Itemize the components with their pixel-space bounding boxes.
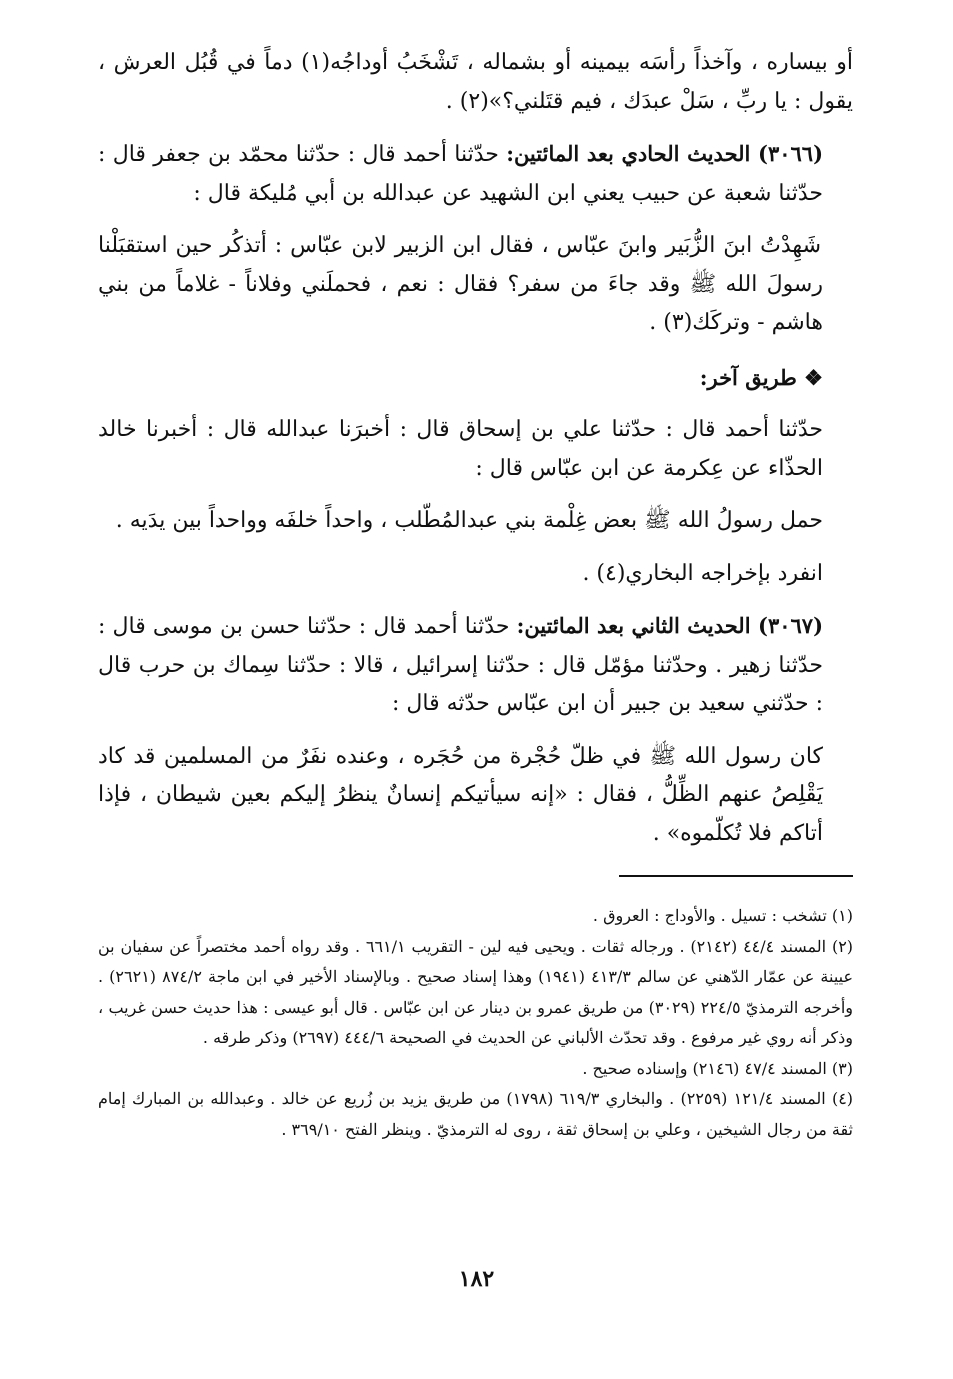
hadith-3066 <box>98 135 853 213</box>
footnote-1: (١) تشخب : تسيل . والأوداج : العروق . <box>592 906 853 925</box>
paragraph-continuation: أو بيساره ، وآخذاً رأسَه بيمينه أو بشماله ، تَشْخَبُ أوداجُه(١) دماً في قُبُل العرش ، يقول : يا ربِّ ، سَلْ عبدَك ، فيم قتَلني؟»(٢) . <box>98 50 853 114</box>
hadith-heading: (٣٠٦٦) الحديث الحادي بعد المائتين: <box>506 141 823 166</box>
footnote-2: (٢) المسند ٤٤/٤ (٢١٤٢) . ورجاله ثقات . ويحيى فيه لين - التقريب ٦٦١/١ . وقد رواه أحمد مختصراً عن سفيان بن عيينة عن عمّار الدّهني عن سالم ٤١٣/٣ (١٩٤١) وهذا إسناد صحيح . وبالإسناد الأخير في ابن ماجة ٨٧٤/٢ (٢٦٢١) . وأخرجه الترمذيّ ٢٢٤/٥ (٣٠٢٩) من طريق عمرو بن دينار عن ابن عبّاس . قال أبو عيسى : هذا حديث حسن غريب ، وذكر أنه روي غير مرفوع . وقد تحدّث الألباني عن الحديث في الصحيحة ٤٤٤/٦ (٢٦٩٧) وذكر طرقه . <box>98 936 854 1047</box>
footnote-separator <box>619 875 853 877</box>
section-heading: ❖ طريق آخر: <box>699 364 823 390</box>
footnote-4: (٤) المسند ١٢١/٤ (٢٢٥٩) . والبخاري ٦١٩/٣ (١٧٩٨) من طريق يزيد بن زُريع عن خالد . وعبدالله بن المبارك إمام ثقة من رجال الشيخين ، وعلي بن إسحاق ثقة ، روى له الترمذيّ . وينظر الفتح ٣٦٩/١٠ . <box>98 1089 854 1139</box>
hadith-matn-3: كان رسول الله ﷺ في ظلّ حُجْرة من حُجَره ، وعنده نفَرٌ من المسلمين قد كاد يَقْلِصُ عنهم الظِّلُّ ، فقال : «إنه سيأتيكم إنسانٌ ينظرُ إليكم بعين شيطان ، فإذا أتاكم فلا تُكلّموه» . <box>98 743 823 846</box>
hadith-note: انفرد بإخراجه البخاري(٤) . <box>582 560 823 586</box>
main-text <box>98 44 853 853</box>
hadith-matn-2: حمل رسولُ الله ﷺ بعض غِلْمة بني عبدالمُطّلب ، واحداً خلفَه وواحداً بين يدَيه . <box>115 508 823 533</box>
page-number: ١٨٢ <box>458 1266 495 1292</box>
hadith-matn: شَهِدْتُ ابنَ الزُّبَير وابنَ عبّاس ، فقال ابن الزبير لابن عبّاس : أتذكُر حين استقبَلْنا رسولَ الله ﷺ وقد جاءَ من سفر؟ فقال : نعم ، فحملَني وفلاناً - غلاماً من بني هاشم - وتركَك(٣) . <box>98 233 823 335</box>
footnotes <box>98 901 853 1145</box>
hadith-isnad-3: حدّثنا أحمد قال : حدّثنا حسن بن موسى قال : حدّثنا زهير . وحدّثنا مؤمّل قال : حدّثنا إسرائيل ، قالا : حدّثنا سِماك بن حرب قال : حدّثني سعيد بن جبير أن ابن عبّاس حدّثه قال : <box>98 614 823 716</box>
hadith-3067 <box>98 607 853 724</box>
hadith-heading-2: (٣٠٦٧) الحديث الثاني بعد المائتين: <box>516 613 823 638</box>
hadith-isnad-2: حدّثنا أحمد قال : حدّثنا علي بن إسحاق قال : أخبرَنا عبدالله قال : أخبرنا خالد الحذّاء عن عِكرمة عن ابن عبّاس قال : <box>98 417 823 481</box>
hadith-isnad: حدّثنا أحمد قال : حدّثنا محمّد بن جعفر قال : حدّثنا شعبة عن حبيب يعني ابن الشهيد عن عبدالله بن أبي مُليكة قال : <box>98 142 823 206</box>
footnote-3: (٣) المسند ٤٧/٤ (٢١٤٦) وإسناده صحيح . <box>582 1058 853 1078</box>
